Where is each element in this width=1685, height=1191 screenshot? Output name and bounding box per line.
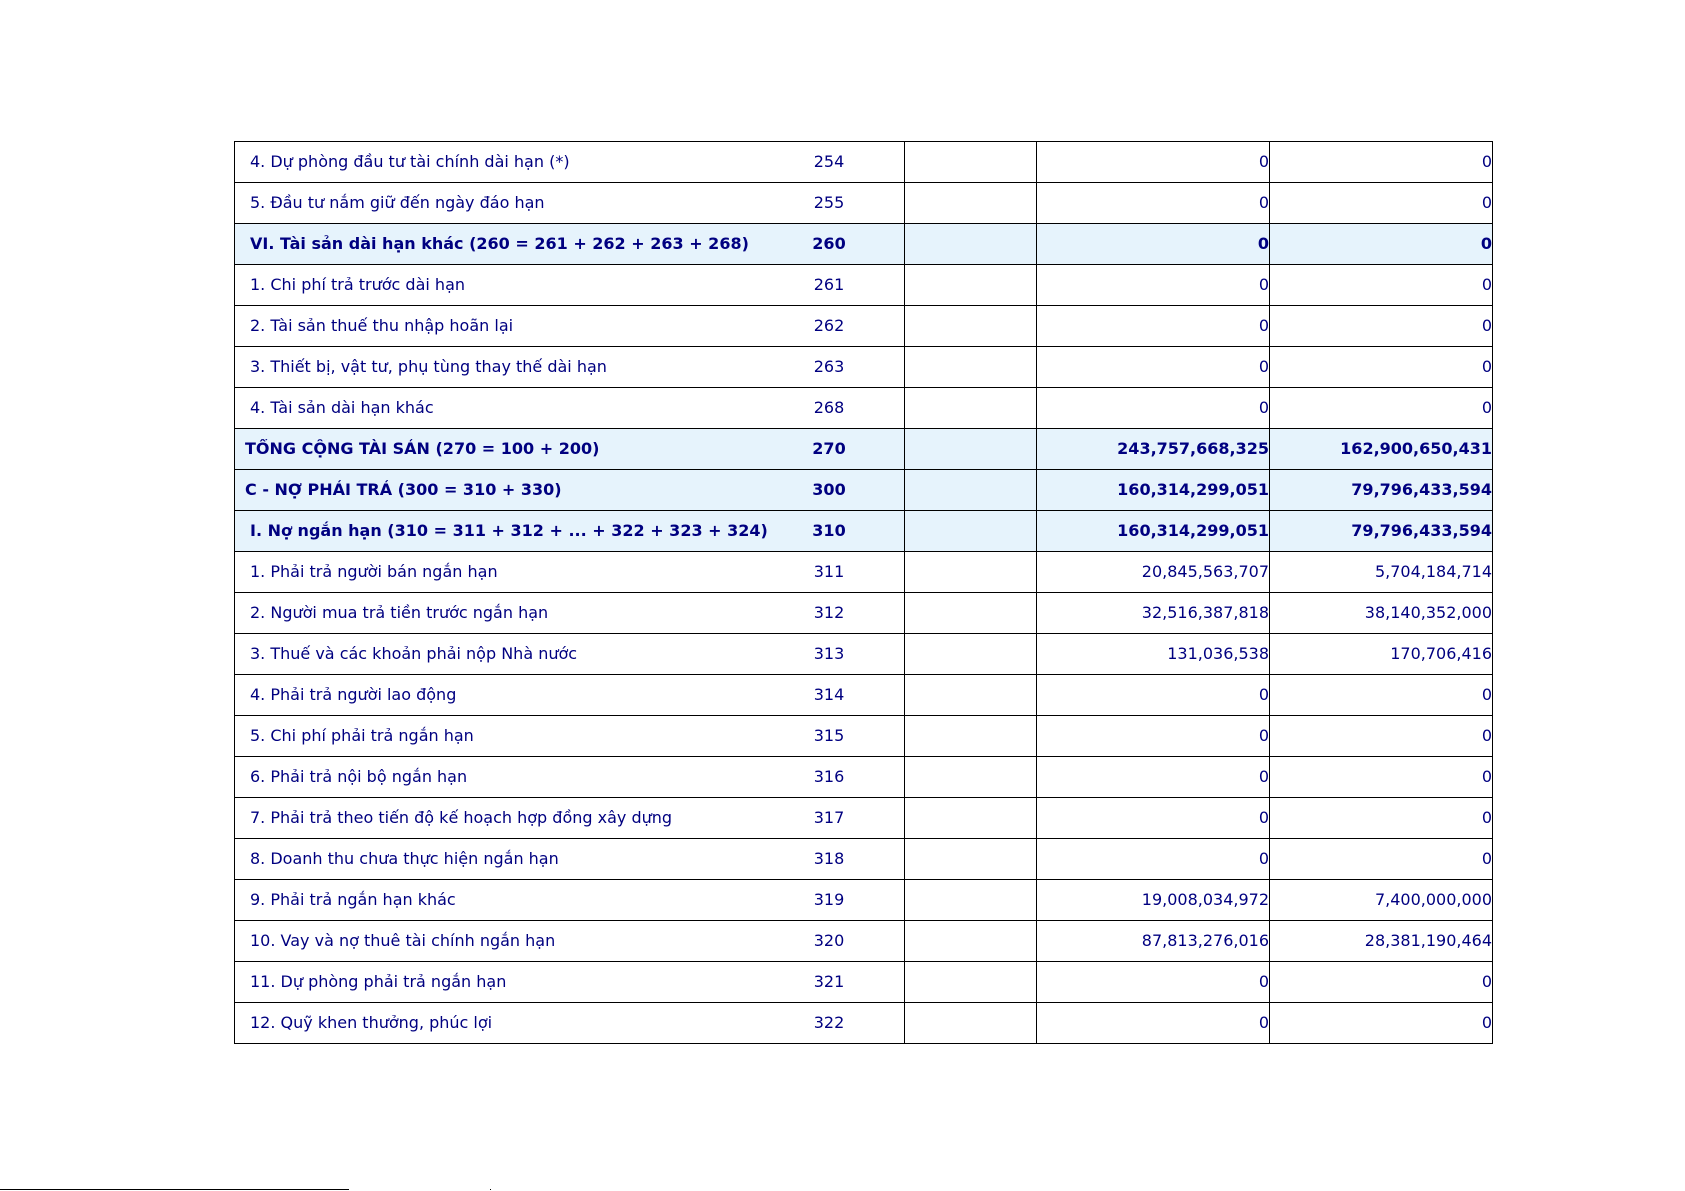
- previous-value: 0: [1270, 757, 1493, 798]
- item-name: 9. Phải trả ngắn hạn khác: [250, 890, 456, 909]
- note-cell: [905, 921, 1037, 962]
- current-value: 131,036,538: [1037, 634, 1270, 675]
- item-name: VI. Tài sản dài hạn khác (260 = 261 + 262 + 263 + 268): [250, 234, 749, 253]
- item-name: 1. Phải trả người bán ngắn hạn: [250, 562, 498, 581]
- current-value: 0: [1037, 306, 1270, 347]
- current-value: 0: [1037, 347, 1270, 388]
- item-code: 313: [813, 644, 845, 663]
- previous-value: 170,706,416: [1270, 634, 1493, 675]
- item-code: 262: [813, 316, 845, 335]
- name-code-cell: [235, 1003, 905, 1044]
- name-code-cell: [235, 675, 905, 716]
- table-row: [235, 798, 1493, 839]
- name-code-cell: [235, 634, 905, 675]
- name-code-cell: [235, 470, 905, 511]
- item-name: 3. Thuế và các khoản phải nộp Nhà nước: [250, 644, 578, 663]
- item-name: C - NỢ PHẢI TRẢ (300 = 310 + 330): [245, 480, 562, 499]
- item-code: 263: [813, 357, 845, 376]
- previous-value: 0: [1270, 1003, 1493, 1044]
- current-value: 0: [1037, 716, 1270, 757]
- current-value: 32,516,387,818: [1037, 593, 1270, 634]
- name-code-cell: [235, 880, 905, 921]
- item-code: 319: [813, 890, 845, 909]
- balance-sheet-body: [235, 142, 1493, 1044]
- note-cell: [905, 470, 1037, 511]
- item-code: 300: [812, 480, 846, 499]
- current-value: 87,813,276,016: [1037, 921, 1270, 962]
- table-row: [235, 880, 1493, 921]
- name-code-cell: [235, 552, 905, 593]
- name-code-cell: [235, 224, 905, 265]
- footer-mark: [490, 1189, 491, 1190]
- current-value: 0: [1037, 142, 1270, 183]
- name-code-cell: [235, 142, 905, 183]
- name-code-cell: [235, 757, 905, 798]
- previous-value: 5,704,184,714: [1270, 552, 1493, 593]
- table-row: [235, 347, 1493, 388]
- name-code-cell: [235, 347, 905, 388]
- note-cell: [905, 306, 1037, 347]
- note-cell: [905, 716, 1037, 757]
- note-cell: [905, 1003, 1037, 1044]
- current-value: 0: [1037, 757, 1270, 798]
- note-cell: [905, 347, 1037, 388]
- item-name: 5. Đầu tư nắm giữ đến ngày đáo hạn: [250, 193, 545, 212]
- previous-value: 0: [1270, 675, 1493, 716]
- table-row: [235, 757, 1493, 798]
- item-name: I. Nợ ngắn hạn (310 = 311 + 312 + ... + 322 + 323 + 324): [250, 521, 768, 540]
- previous-value: 0: [1270, 716, 1493, 757]
- note-cell: [905, 798, 1037, 839]
- current-value: 160,314,299,051: [1037, 470, 1270, 511]
- current-value: 0: [1037, 675, 1270, 716]
- item-code: 270: [812, 439, 846, 458]
- name-code-cell: [235, 921, 905, 962]
- item-code: 260: [812, 234, 846, 253]
- previous-value: 0: [1270, 306, 1493, 347]
- footer-rule: [0, 1189, 349, 1190]
- item-code: 318: [813, 849, 845, 868]
- item-code: 316: [813, 767, 845, 786]
- table-row: [235, 388, 1493, 429]
- table-row: [235, 962, 1493, 1003]
- note-cell: [905, 634, 1037, 675]
- note-cell: [905, 429, 1037, 470]
- note-cell: [905, 962, 1037, 1003]
- note-cell: [905, 593, 1037, 634]
- note-cell: [905, 839, 1037, 880]
- previous-value: 7,400,000,000: [1270, 880, 1493, 921]
- previous-value: 0: [1270, 224, 1493, 265]
- table-row: [235, 142, 1493, 183]
- item-code: 261: [813, 275, 845, 294]
- table-row: [235, 306, 1493, 347]
- current-value: 0: [1037, 1003, 1270, 1044]
- item-code: 255: [813, 193, 845, 212]
- table-row: [235, 839, 1493, 880]
- previous-value: 79,796,433,594: [1270, 470, 1493, 511]
- item-name: 10. Vay và nợ thuê tài chính ngắn hạn: [250, 931, 556, 950]
- item-name: 4. Phải trả người lao động: [250, 685, 457, 704]
- table-row: [235, 183, 1493, 224]
- current-value: 0: [1037, 798, 1270, 839]
- item-name: 12. Quỹ khen thưởng, phúc lợi: [250, 1013, 493, 1032]
- item-name: 4. Dự phòng đầu tư tài chính dài hạn (*): [250, 152, 570, 171]
- name-code-cell: [235, 265, 905, 306]
- previous-value: 0: [1270, 962, 1493, 1003]
- item-code: 321: [813, 972, 845, 991]
- note-cell: [905, 183, 1037, 224]
- name-code-cell: [235, 388, 905, 429]
- previous-value: 0: [1270, 347, 1493, 388]
- table-row: [235, 675, 1493, 716]
- previous-value: 79,796,433,594: [1270, 511, 1493, 552]
- item-name: 3. Thiết bị, vật tư, phụ tùng thay thế dài hạn: [250, 357, 607, 376]
- note-cell: [905, 675, 1037, 716]
- current-value: 160,314,299,051: [1037, 511, 1270, 552]
- table-row: [235, 1003, 1493, 1044]
- name-code-cell: [235, 429, 905, 470]
- item-code: 254: [813, 152, 845, 171]
- name-code-cell: [235, 716, 905, 757]
- item-name: TỔNG CỘNG TÀI SẢN (270 = 100 + 200): [245, 439, 600, 458]
- name-code-cell: [235, 962, 905, 1003]
- name-code-cell: [235, 593, 905, 634]
- item-name: 2. Tài sản thuế thu nhập hoãn lại: [250, 316, 514, 335]
- item-name: 6. Phải trả nội bộ ngắn hạn: [250, 767, 468, 786]
- table-row: [235, 470, 1493, 511]
- table-row: [235, 429, 1493, 470]
- previous-value: 0: [1270, 839, 1493, 880]
- item-name: 4. Tài sản dài hạn khác: [250, 398, 434, 417]
- table-row: [235, 552, 1493, 593]
- name-code-cell: [235, 511, 905, 552]
- item-name: 5. Chi phí phải trả ngắn hạn: [250, 726, 474, 745]
- item-code: 322: [813, 1013, 845, 1032]
- table-row: [235, 265, 1493, 306]
- item-code: 320: [813, 931, 845, 950]
- note-cell: [905, 880, 1037, 921]
- table-row: [235, 921, 1493, 962]
- current-value: 0: [1037, 265, 1270, 306]
- previous-value: 0: [1270, 265, 1493, 306]
- current-value: 0: [1037, 962, 1270, 1003]
- current-value: 243,757,668,325: [1037, 429, 1270, 470]
- balance-sheet-table: [234, 141, 1493, 1044]
- item-code: 314: [813, 685, 845, 704]
- item-code: 317: [813, 808, 845, 827]
- note-cell: [905, 388, 1037, 429]
- current-value: 19,008,034,972: [1037, 880, 1270, 921]
- previous-value: 38,140,352,000: [1270, 593, 1493, 634]
- table-row: [235, 634, 1493, 675]
- item-name: 7. Phải trả theo tiến độ kế hoạch hợp đồng xây dựng: [250, 808, 673, 827]
- table-row: [235, 593, 1493, 634]
- item-name: 1. Chi phí trả trước dài hạn: [250, 275, 466, 294]
- previous-value: 0: [1270, 388, 1493, 429]
- table-row: [235, 511, 1493, 552]
- item-name: 8. Doanh thu chưa thực hiện ngắn hạn: [250, 849, 559, 868]
- item-name: 2. Người mua trả tiền trước ngắn hạn: [250, 603, 549, 622]
- name-code-cell: [235, 798, 905, 839]
- item-code: 268: [813, 398, 845, 417]
- previous-value: 0: [1270, 142, 1493, 183]
- current-value: 0: [1037, 388, 1270, 429]
- note-cell: [905, 552, 1037, 593]
- note-cell: [905, 511, 1037, 552]
- note-cell: [905, 757, 1037, 798]
- name-code-cell: [235, 306, 905, 347]
- balance-sheet: [234, 141, 1491, 1044]
- current-value: 0: [1037, 839, 1270, 880]
- item-code: 311: [813, 562, 845, 581]
- previous-value: 162,900,650,431: [1270, 429, 1493, 470]
- table-row: [235, 716, 1493, 757]
- item-code: 315: [813, 726, 845, 745]
- previous-value: 28,381,190,464: [1270, 921, 1493, 962]
- note-cell: [905, 224, 1037, 265]
- note-cell: [905, 265, 1037, 306]
- item-code: 312: [813, 603, 845, 622]
- current-value: 0: [1037, 224, 1270, 265]
- item-code: 310: [812, 521, 846, 540]
- note-cell: [905, 142, 1037, 183]
- previous-value: 0: [1270, 183, 1493, 224]
- item-name: 11. Dự phòng phải trả ngắn hạn: [250, 972, 507, 991]
- current-value: 20,845,563,707: [1037, 552, 1270, 593]
- name-code-cell: [235, 183, 905, 224]
- table-row: [235, 224, 1493, 265]
- previous-value: 0: [1270, 798, 1493, 839]
- name-code-cell: [235, 839, 905, 880]
- current-value: 0: [1037, 183, 1270, 224]
